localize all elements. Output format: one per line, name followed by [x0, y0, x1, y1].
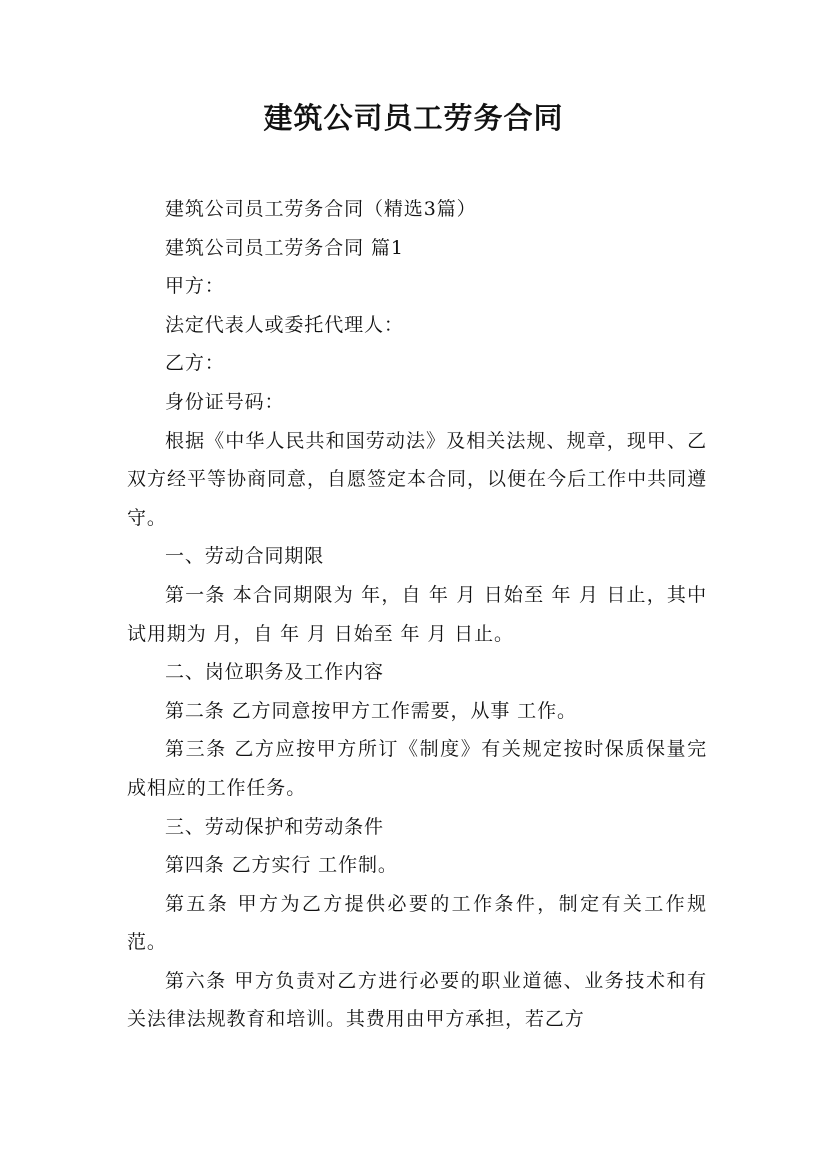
document-body [127, 190, 707, 1039]
paragraph-section-heading: 建筑公司员工劳务合同 篇1 [165, 236, 404, 259]
paragraph-article-4: 第四条 乙方实行 工作制。 [165, 854, 398, 877]
paragraph-article-2: 第二条 乙方同意按甲方工作需要，从事 工作。 [165, 699, 577, 722]
paragraph-heading-job-duties: 二、岗位职务及工作内容 [165, 661, 384, 684]
paragraph-party-b: 乙方： [165, 352, 225, 375]
paragraph-article-6: 第六条 甲方负责对乙方进行必要的职业道德、业务技术和有关法律法规教育和培训。其费用由甲方承担，若乙方 [127, 969, 707, 1031]
paragraph-subtitle: 建筑公司员工劳务合同（精选3篇） [165, 198, 477, 220]
paragraph-legal-representative: 法定代表人或委托代理人： [165, 313, 404, 336]
document-title: 建筑公司员工劳务合同 [263, 101, 564, 135]
paragraph-article-3: 第三条 乙方应按甲方所订《制度》有关规定按时保质保量完成相应的工作任务。 [127, 738, 707, 799]
paragraph-id-number: 身份证号码： [165, 390, 285, 413]
paragraph-article-5: 第五条 甲方为乙方提供必要的工作条件，制定有关工作规范。 [127, 892, 707, 954]
paragraph-preamble: 根据《中华人民共和国劳动法》及相关法规、规章，现甲、乙双方经平等协商同意，自愿签定本合同，以便在今后工作中共同遵守。 [127, 429, 707, 529]
paragraph-party-a: 甲方： [165, 275, 225, 298]
paragraph-heading-labor-protection: 三、劳动保护和劳动条件 [165, 815, 384, 838]
paragraph-article-1: 第一条 本合同期限为 年，自 年 月 日始至 年 月 日止，其中试用期为 月，自 年 月 日始至 年 月 日止。 [127, 583, 707, 645]
paragraph-heading-contract-term: 一、劳动合同期限 [165, 545, 325, 568]
